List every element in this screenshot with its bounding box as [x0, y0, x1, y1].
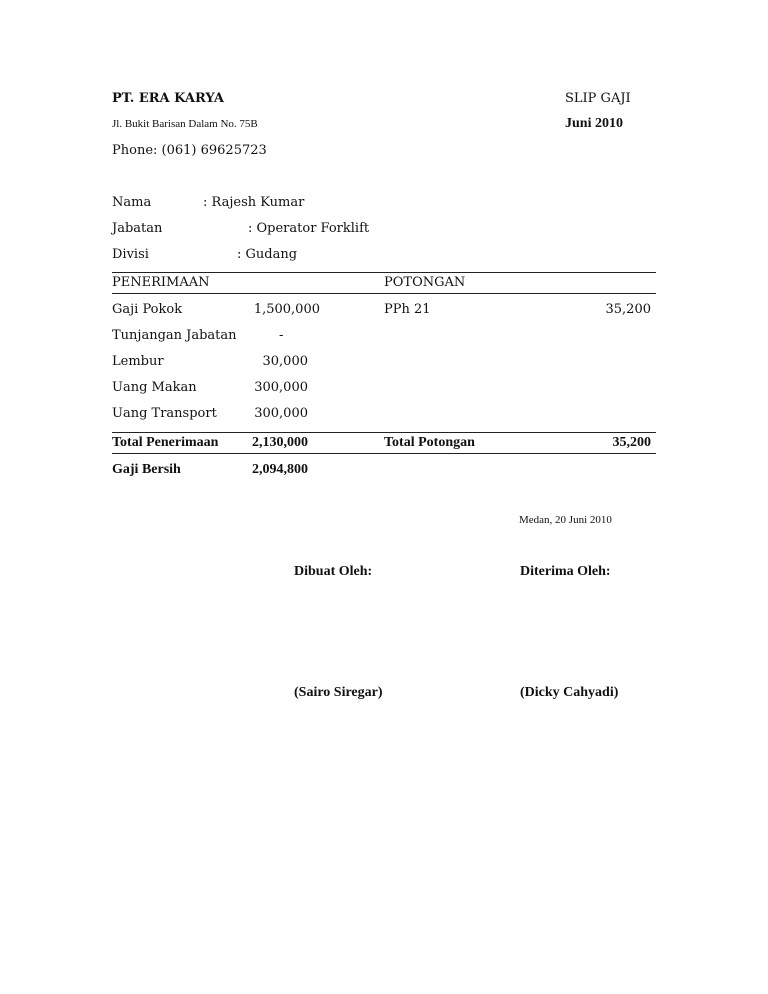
total-deduction-label: Total Potongan	[384, 435, 475, 450]
table-top-rule	[112, 272, 656, 273]
employee-division-label: Divisi	[112, 247, 149, 262]
made-by-name: (Sairo Siregar)	[294, 685, 383, 700]
income-row-value: 300,000	[254, 406, 308, 421]
company-address: Jl. Bukit Barisan Dalam No. 75B	[112, 118, 258, 130]
total-deduction-value: 35,200	[612, 435, 651, 450]
place-date: Medan, 20 Juni 2010	[519, 514, 612, 526]
payslip-period: Juni 2010	[565, 116, 623, 131]
totals-bottom-rule	[112, 453, 656, 454]
deduction-row-label: PPh 21	[384, 302, 431, 317]
total-income-label: Total Penerimaan	[112, 435, 219, 450]
employee-name-value: : Rajesh Kumar	[203, 195, 305, 210]
income-row-value: 30,000	[262, 354, 308, 369]
total-income-value: 2,130,000	[252, 435, 308, 450]
received-by-label: Diterima Oleh:	[520, 564, 611, 579]
employee-name-label: Nama	[112, 195, 152, 210]
income-row-label: Gaji Pokok	[112, 302, 183, 317]
income-row-value: 300,000	[254, 380, 308, 395]
employee-position-value: : Operator Forklift	[248, 221, 370, 236]
income-row-label: Uang Makan	[112, 380, 197, 395]
table-header-rule	[112, 293, 656, 294]
income-row-label: Lembur	[112, 354, 164, 369]
income-row-label: Uang Transport	[112, 406, 217, 421]
income-row-value: -	[279, 328, 284, 343]
income-header: PENERIMAAN	[112, 275, 210, 290]
income-row-label: Tunjangan Jabatan	[112, 328, 237, 343]
company-phone: Phone: (061) 69625723	[112, 143, 267, 158]
company-name: PT. ERA KARYA	[112, 91, 224, 106]
received-by-name: (Dicky Cahyadi)	[520, 685, 619, 700]
net-pay-value: 2,094,800	[252, 462, 308, 477]
document-title: SLIP GAJI	[565, 91, 631, 106]
employee-division-value: : Gudang	[237, 247, 298, 262]
deduction-row-value: 35,200	[605, 302, 651, 317]
employee-position-label: Jabatan	[112, 221, 163, 236]
net-pay-label: Gaji Bersih	[112, 462, 181, 477]
made-by-label: Dibuat Oleh:	[294, 564, 373, 579]
income-row-value: 1,500,000	[253, 302, 320, 317]
totals-top-rule	[112, 432, 656, 433]
deduction-header: POTONGAN	[384, 275, 466, 290]
